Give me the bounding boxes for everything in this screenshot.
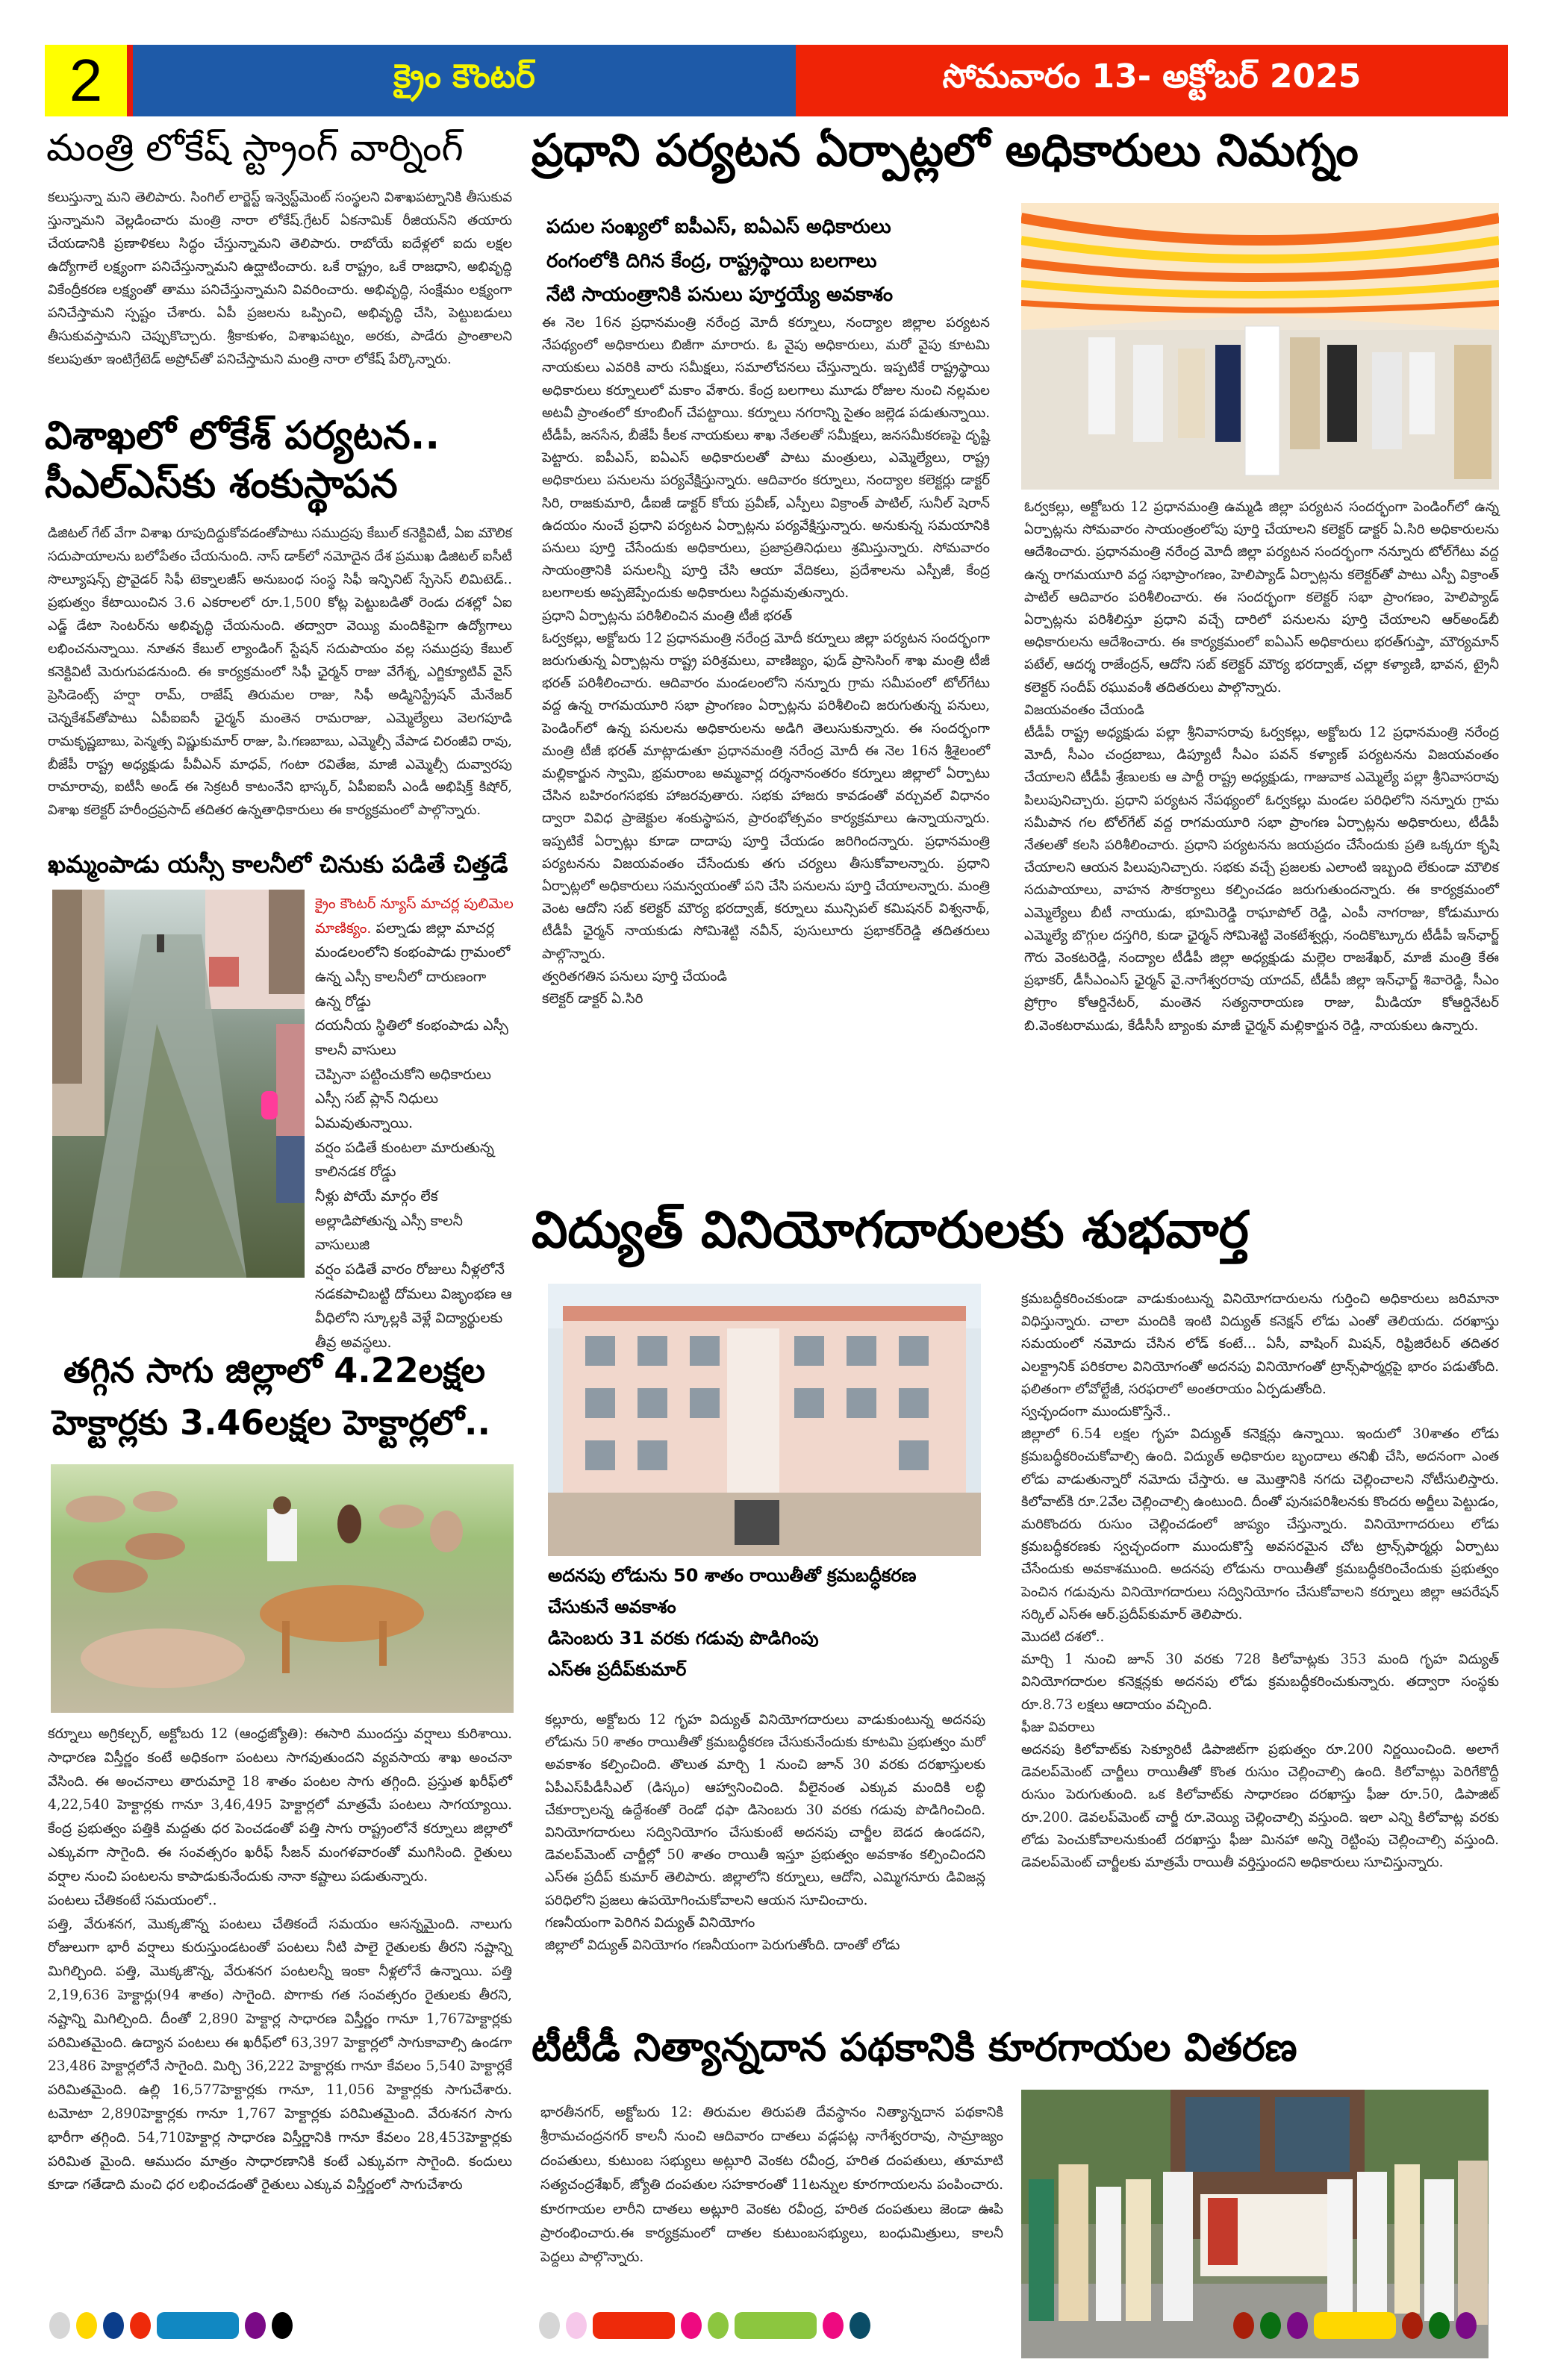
electricity-subhead: అదనపు లోడును 50 శాతం రాయితీతో క్రమబద్ధీకరణ చేసుకునే అవకాశం	[548, 1565, 917, 1617]
visakha-headline-2: సీఎల్ఎస్‌కు శంకుస్థాపన	[45, 462, 398, 507]
pm-visit-body-right	[1024, 496, 1499, 1037]
cultivation-body	[48, 1722, 512, 2197]
color-swatch	[1402, 2312, 1423, 2339]
color-swatch	[1456, 2312, 1477, 2339]
electricity-body-right	[1021, 1288, 1499, 1874]
flooded-street-illustration	[52, 890, 305, 1278]
khammampadu-line: పల్నాడు జిల్లా మాచర్ల మండలంలోని కంభంపాడు గ్రామంలో ఉన్న ఎస్సీ కాలనీలో దారుణంగా ఉన్న రోడ్డు	[315, 919, 511, 1010]
electricity-section-title: ఫీజు వివరాలు	[1021, 1719, 1095, 1735]
color-registration-middle	[539, 2312, 870, 2339]
tent-inspection-illustration	[1021, 203, 1499, 490]
ttd-body: భారతీనగర్, అక్టోబరు 12: తిరుమల తిరుపతి దేవస్థానం నిత్యాన్నదాన పథకానికి శ్రీరామచంద్రనగర్ కాలనీ నుంచి ఆదివారం దాతలు వడ్లపట్ల నాగేశ్వరరావు, సామ్రాజ్యం దంపతులు, కుటుంబ సభ్యులు అట్లూరి వెంకట రవీంద్ర, హరిత దంపతులు, తూమాటి సత్యచంద్రశేఖర్, జ్యోతి దంపతుల సహకారంతో 11టన్నుల కూరగాయలను పంపించారు. కూరగాయల లారీని దాతలు అట్లూరి వెంకట రవీంద్ర, హరిత దంపతులు జెండా ఊపి ప్రారంభించారు.ఈ కార్యక్రమంలో దాతల కుటుంబసభ్యులు, బంధుమిత్రులు, కాలనీ పెద్దలు పాల్గొన్నారు.	[540, 2105, 1003, 2266]
khammampadu-line: వర్షం పడితే వారం రోజులు నీళ్లలోనే నడకపాచిబట్టి దోమలు విజృంభణ ఆ వీధిలోని స్కూల్లకి వెళ్లే విద్యార్థులకు తీవ్ర అవస్థలు.	[315, 1261, 512, 1352]
electricity-section-title: గణనీయంగా పెరిగిన విద్యుత్ వినియోగం	[545, 1914, 755, 1931]
khammampadu-line: వర్షం పడితే కుంటలా మారుతున్న కాలినడక రోడ్డు	[315, 1139, 494, 1181]
flooded-street-photo	[52, 890, 305, 1278]
pm-visit-para: ఓర్వకల్లు, అక్టోబరు 12 ప్రధానమంత్రి నరేంద్ర మోదీ కర్నూలు జిల్లా పర్యటన సందర్భంగా జరుగుతున్న ఏర్పాట్లను రాష్ట్ర పరిశ్రమలు, వాణిజ్యం, ఫుడ్ ప్రాసెసింగ్ శాఖ మంత్రి టీజీ భరత్ పరిశీలించారు. ఆదివారం మండలంలోని నన్నూరు గ్రామ సమీపంలో టోల్‌గేటు వద్ద ఉన్న రాగమయూరి సభా ప్రాంగణం ఏర్పాట్లను పరిశీలించి జరుగుతున్న పనులు, పెండింగ్‌లో ఉన్న పనులను అధికారులను అడిగి తెలుసుకున్నారు. ఈ సందర్భంగా మంత్రి టీజీ భరత్ మాట్లాడుతూ ప్రధానమంత్రి నరేంద్ర మోదీ ఈ నెల 16న శ్రీశైలంలో మల్లికార్జున స్వామి, భ్రమరాంబ అమ్మవార్ల దర్శనానంతరం కర్నూలు జిల్లాలో ఏర్పాటు చేసిన బహిరంగసభకు హాజరవుతారు. సభకు హాజరు కావడంతో వర్చువల్ విధానం ద్వారా వివిధ ప్రాజెక్టుల శంకుస్థాపన, ప్రారంభోత్సవం కార్యక్రమాలు ఉన్నాయన్నారు. ఇప్పటికే ఏర్పాట్లు కూడా దాదాపు పూర్తి చేయడం జరిగిందన్నారు. ప్రధానమంత్రి పర్యటనను విజయవంతం చేసేందుకు తగు చర్యలు తీసుకోవాలన్నారు. ప్రధాని ఏర్పాట్లలో అధికారులు సమన్వయంతో పని చేసి పనులను పూర్తి చేయాలన్నారు. మంత్రి వెంట ఆదోని సబ్ కలెక్టర్ మౌర్య భరద్వాజ్, కర్నూలు మున్సిపల్ కమిషనర్ విశ్వనాథ్, టీడీపీ ఛైర్మన్ నాయకుడు సోమిశెట్టి నవీన్, పుసులూరు ప్రభాకర్‌రెడ్డి తదితరులు పాల్గొన్నారు.	[542, 630, 990, 962]
pm-visit-subhead: నేటి సాయంత్రానికి పనులు పూర్తయ్యే అవకాశం	[546, 284, 894, 306]
pm-visit-section-title: విజయవంతం చేయండి	[1024, 702, 1144, 718]
khammampadu-line: దయనీయ స్థితిలో కంభంపాడు ఎస్సీ కాలనీ వాసులు	[315, 1017, 508, 1059]
cultivation-subhead: పంటలు చేతికంటే సమయంలో..	[48, 1892, 217, 1908]
goats-field-photo	[51, 1464, 514, 1713]
pm-visit-para: టీడీపీ రాష్ట్ర అధ్యక్షుడు పల్లా శ్రీనివాసరావు ఓర్వకల్లు, అక్టోబరు 12 ప్రధానమంత్రి నరేంద్ర మోదీ, సీఎం చంద్రబాబు, డిప్యూటీ సీఎం పవన్ కళ్యాణ్ పర్యటనను విజయవంతం చేయాలని టీడీపీ శ్రేణులకు ఆ పార్టీ రాష్ట్ర అధ్యక్షుడు, గాజువాక ఎమ్మెల్యే పల్లా శ్రీనివాసరావు పిలుపునిచ్చారు. ప్రధాని పర్యటన నేపథ్యంలో ఓర్వకల్లు మండల పరిధిలోని నన్నూరు గ్రామ సమీపాన గల టోల్‌గేట్ వద్ద రాగమయూరి సభా ప్రాంగణ ఏర్పాట్లను అధికారులు, టీడీపీ నేతలతో కలసి పరిశీలించారు. ప్రధాని పర్యటనను జయప్రదం చేసేందుకు ప్రతి ఒక్కరూ కృషి చేయాలని ఆయన పిలుపునిచ్చారు. సభకు వచ్చే ప్రజలకు ఎలాంటి ఇబ్బంది లేకుండా మౌలిక సదుపాయాలు, వాహన సౌకర్యాలు కల్పించడం జరుగుతుందన్నారు. ఈ కార్యక్రమంలో ఎమ్మెల్యేలు బీటీ నాయుడు, భూమిరెడ్డి రాఘాపోల్ రెడ్డి, ఎంపీ నాగరాజు, కోడుమూరు ఎమ్మెల్యే బొగ్గుల దస్తగిరి, కుడా ఛైర్మన్ సోమిశెట్టి వెంకటేశ్వర్లు, నందికొట్కూరు టీడీపీ ఇన్‌ఛార్జ్ గౌరు వెంకటరెడ్డి, నంద్యాల టీడీపీ జిల్లా అధ్యక్షుడు మల్లెల రాజశేఖర్, మాజీ మంత్రి కేఈ ప్రభాకర్, డీసీఎంఎస్ ఛైర్మన్ వై.నాగేశ్వరరావు యాదవ్, టీడీపీ జిల్లా ఇన్‌ఛార్జ్ శివారెడ్డి, సీఎం ప్రోగ్రాం కోఆర్డినేటర్, మంతెన సత్యనారాయణ రాజు, మీడియా కోఆర్డినేటర్ బి.వెంకటరాముడు, కేడీసీసీ బ్యాంకు మాజీ ఛైర్మన్ మల్లికార్జున రెడ్డి, నాయకులు ఉన్నారు.	[1024, 725, 1499, 1034]
office-building-illustration	[548, 1284, 981, 1556]
cultivation-para-2: పత్తి, వేరుశనగ, మొక్కజొన్న పంటలు చేతికందే సమయం ఆసన్నమైంది. నాలుగు రోజులుగా భారీ వర్షాలు కురుస్తుండటంతో పంటలు నీటి పాలై రైతులకు తీరని నష్టాన్ని మిగిల్చింది. పత్తి, మొక్కజొన్న, వేరుశనగ పంటలన్నీ ఇంకా నీళ్లలోనే ఉన్నాయి. పత్తి 2,19,636 హెక్టార్లు(94 శాతం) సాగైంది. పొగాకు గత సంవత్సరం రైతులకు తీరని, నష్టాన్ని మిగిల్చింది. దీంతో 2,890 హెక్టార్ల సాధారణ విస్తీర్ణం గానూ 1,767హెక్టార్లకు పరిమితమైంది. ఉద్యాన పంటలు ఈ ఖరీఫ్‌లో 63,397 హెక్టార్లలో సాగుకావాల్సి ఉండగా 23,486 హెక్టార్లలోనే సాగైంది. మిర్చి 36,222 హెక్టార్లకు గానూ కేవలం 5,540 హెక్టార్లకే పరిమితమైంది. ఉల్లి 16,577హెక్టార్లకు గానూ, 11,056 హెక్టార్లకు సాగుచేశారు. టమోటా 2,890హెక్టార్లకు గానూ 1,767 హెక్టార్లకు పరిమితమైంది. వేరుశనగ సాగు భారీగా తగ్గింది. 54,710హెక్టార్ల సాధారణ విస్తీర్ణానికి గానూ కేవలం 28,453హెక్టార్లకు పరిమిత మైంది. ఆముదం మాత్రం సాధారణానికి కంటే ఎక్కువగా సాగైంది. కందులు కూడా గతేడాది మంచి ధర లభించడంతో రైతులు ఎక్కువ విస్తీర్ణంలో సాగుచేశారు	[48, 1916, 512, 2193]
electricity-para: క్రమబద్ధీకరించకుండా వాడుకుంటున్న వినియోగదారులను గుర్తించి అధికారులు జరిమానా విధిస్తున్నారు. చాలా మందికి ఇంటి విద్యుత్ కనెక్షన్ లోడు ఎంతో తెలియదు. దరఖాస్తు సమయంలో నమోదు చేసిన లోడ్ కంటే... ఏసీ, వాషింగ్ మిషన్, రిఫ్రిజిరేటర్ తదితర ఎలక్ట్రానిక్ పరికరాల వినియోగంతో అదనపు వినియోగంతో ట్రాన్స్‌ఫార్మర్లపై భారం పడుతోంది. ఫలితంగా లోవోల్టేజీ, సరఫరాలో అంతరాయం ఏర్పడుతోంది.	[1021, 1291, 1499, 1397]
color-swatch	[681, 2312, 702, 2339]
color-swatch	[76, 2312, 97, 2339]
paper-name: క్రైం కౌంటర్	[133, 45, 796, 116]
color-swatch	[823, 2312, 844, 2339]
khammampadu-headline: ఖమ్మంపాడు యస్సీ కాలనీలో చినుకు పడితే చిత్తడే	[48, 850, 508, 878]
color-swatch	[272, 2312, 293, 2339]
electricity-headline: విద్యుత్ వినియోగదారులకు శుభవార్త	[532, 1201, 1249, 1260]
color-swatch	[735, 2312, 817, 2339]
color-registration-left	[49, 2312, 293, 2339]
color-swatch	[157, 2312, 239, 2339]
electricity-para: జిల్లాలో విద్యుత్ వినియోగం గణనీయంగా పెరుగుతోంది. దాంతో లోడు	[545, 1937, 900, 1954]
color-swatch	[566, 2312, 587, 2339]
color-swatch	[1287, 2312, 1308, 2339]
visakha-body: డిజిటల్ గేట్ వేగా విశాఖ రూపుదిద్దుకోవడంతోపాటు సముద్రపు కేబుల్ కనెక్టివిటీ, ఏఐ మౌలిక సదుపాయాలను బలోపేతం చేయనుంది. నాస్ డాక్‌లో నమోదైన దేశ ప్రముఖ డిజిటల్ ఐసీటీ సొల్యూషన్స్ ప్రొవైడర్ సిఫీ టెక్నాలజీస్ అనుబంధ సంస్థ సిఫీ ఇన్ఫినిట్ స్పేసెస్ లిమిటెడ్.. ప్రభుత్వం కేటాయించిన 3.6 ఎకరాలలో రూ.1,500 కోట్ల పెట్టుబడితో రెండు దశల్లో ఏఐ ఎడ్జ్ డేటా సెంటర్‌ను అభివృద్ధి చేయనుంది. తద్వారా వెయ్యి మందికిపైగా ఉద్యోగాలు లభించనున్నాయి. నూతన కేబుల్ ల్యాండింగ్ స్టేషన్ సదుపాయం వల్ల సముద్రపు కేబుల్ కనెక్టివిటీ మెరుగుపడనుంది. ఈ కార్యక్రమంలో సిఫీ ఛైర్మన్ రాజు వేగేశ్న, ఎగ్జిక్యూటివ్ వైస్ ప్రెసిడెంట్స్ హర్షా రామ్, రాజేష్ తిరుమల రాజు, సిఫీ అడ్మినిస్ట్రేషన్ మేనేజర్ చెన్నకేశవ్‌తోపాటు ఏపీఐఐసీ ఛైర్మన్ మంతెన రామరాజు, ఎమ్మెల్యేలు వెలగపూడి రామకృష్ణబాబు, పెన్మత్స విష్ణుకుమార్ రాజు, పి.గణబాబు, ఎమ్మెల్సీ వేపాడ చిరంజీవి రావు, బీజేపీ రాష్ట్ర అధ్యక్షుడు పీవీఎన్ మాధవ్, గంటా రవితేజ, మాజీ ఎమ్మెల్సీ దువ్వారపు రామారావు, ఐటీసీ అండ్ ఈ సెక్రటరీ కాటంనేని భాస్కర్, ఏపీఐఐసీ ఎండీ అభిషిక్త్ కిషోర్, విశాఖ కలెక్టర్ హరీంద్రప్రసాద్ తదితర ఉన్నతాధికారులు ఈ కార్యక్రమంలో పాల్గొన్నారు.	[48, 525, 512, 819]
electricity-subhead: ఎస్ఈ ప్రదీప్‌కుమార్	[548, 1659, 687, 1680]
visakha-headline-1: విశాఖలో లోకేశ్ పర్యటన..	[45, 413, 440, 458]
pm-visit-body-left	[542, 312, 990, 1011]
electricity-section-title: స్వచ్ఛందంగా ముందుకొస్తేనే..	[1021, 1404, 1171, 1420]
pm-visit-para: ఓర్వకల్లు, అక్టోబరు 12 ప్రధానమంత్రి ఉమ్మడి జిల్లా పర్యటన సందర్భంగా పెండింగ్‌లో ఉన్న ఏర్పాట్లను సోమవారం సాయంత్రంలోపు పూర్తి చేయాలని కలెక్టర్ డాక్టర్ ఏ.సిరి అధికారులను ఆదేశించారు. ప్రధానమంత్రి నరేంద్ర మోదీ జిల్లా పర్యటన సందర్భంగా నన్నూరు టోల్‌గేటు వద్ద ఉన్న రాగమయూరి వద్ద సభాప్రాంగణం, హెలిప్యాడ్ ఏర్పాట్లను కలెక్టర్‌తో పాటు ఎస్పీ విక్రాంత్ పాటిల్ ఆదివారం పరిశీలించారు. ఈ సందర్భంగా కలెక్టర్ సభా ప్రాంగణం, హెలిప్యాడ్ ఏర్పాట్లను పరిశీలిస్తూ ప్రధాని వచ్చే దారిలో పనులను పూర్తి చేయాలని ఆర్అండ్‌బీ అధికారులను ఆదేశించారు. ఈ కార్యక్రమంలో ఐఏఎస్ అధికారులు భరత్‌గుప్తా, మౌర్యమాన్ పటేల్, ఆదర్శ రాజేంద్రన్, ఆదోని సబ్ కలెక్టర్ మౌర్య భరద్వాజ్, చల్లా కళ్యాణి, భావన, ట్రైనీ కలెక్టర్ సందీప్ రఘువంశీ తదితరులు పాల్గొన్నారు.	[1024, 499, 1499, 696]
pm-visit-headline: ప్రధాని పర్యటన ఏర్పాట్లలో అధికారులు నిమగ్నం	[532, 125, 1359, 177]
khammampadu-line: చెప్పినా పట్టించుకోని అధికారులు	[315, 1066, 491, 1083]
color-swatch	[130, 2312, 151, 2339]
pm-visit-subhead: రంగంలోకి దిగిన కేంద్ర, రాష్ట్రస్థాయి బలగాలు	[546, 249, 877, 272]
electricity-subhead: డిసెంబరు 31 వరకు గడువు పొడిగింపు	[548, 1628, 819, 1649]
color-swatch	[1260, 2312, 1281, 2339]
color-swatch	[850, 2312, 870, 2339]
pm-visit-para: ఈ నెల 16న ప్రధానమంత్రి నరేంద్ర మోదీ కర్నూలు, నంద్యాల జిల్లాల పర్యటన నేపథ్యంలో అధికారులు బిజీగా మారారు. ఓ వైపు అధికారులు, మరో వైపు కూటమి నాయకులు ఎవరికి వారు సమీక్షలు, సమాలోచనలు చేస్తున్నారు. ఇప్పటికే రాష్ట్రస్థాయి అధికారులు కర్నూలులో మకాం వేశారు. కేంద్ర బలగాలు మూడు రోజుల నుంచి నల్లమల అటవీ ప్రాంతంలో కూంబింగ్ చేపట్టాయి. కర్నూలు నగరాన్ని సైతం జల్లెడ పడుతున్నాయి. టీడీపీ, జనసేన, బీజేపీ కీలక నాయకులు శాఖ నేతలతో సమీక్షలు, జనసమీకరణపై దృష్టి పెట్టారు. ఐపీఎస్, ఐఏఎస్ అధికారులతో పాటు మంత్రులు, ఎమ్మెల్యేలు, రాష్ట్ర అధికారులు పనులను పర్యవేక్షిస్తున్నారు. ఆదివారం కర్నూలు, నంద్యాల కలెక్టర్లు డాక్టర్ సిరి, రాజకుమారి, డీఐజీ డాక్టర్ కోయ ప్రవీణ్, ఎస్పీలు విక్రాంత్ పాటిల్, సునీల్ షెరాన్ ఉదయం నుంచే ప్రధాని పర్యటన ఏర్పాట్లను పర్యవేక్షిస్తున్నారు. అనుకున్న సమయానికి పనులు పూర్తి చేసేందుకు అధికారులు, ప్రజాప్రతినిధులు శ్రమిస్తున్నారు. సోమవారం సాయంత్రానికి పనులన్నీ పూర్తి చేసి ఆయా వేదికలు, ప్రదేశాలను ఎస్పీజీ, కేంద్ర బలగాలకు అప్పజెప్పేందుకు అధికారులు సిద్ధమవుతున్నారు.	[542, 315, 990, 602]
electricity-body-left	[545, 1709, 985, 1957]
goats-field-illustration	[51, 1464, 514, 1713]
pm-visit-section-title: ప్రధాని ఏర్పాట్లను పరిశీలించిన మంత్రి టీజీ భరత్	[542, 608, 793, 624]
color-swatch	[1233, 2312, 1254, 2339]
color-swatch	[1429, 2312, 1450, 2339]
khammampadu-line: ఎస్సీ సబ్ ప్లాన్ నిధులు ఏమవుతున్నాయి.	[315, 1090, 439, 1132]
lokesh-warning-headline: మంత్రి లోకేష్ స్ట్రాంగ్ వార్నింగ్	[46, 126, 464, 169]
lokesh-warning-body: కలుస్తున్నా మని తెలిపారు. సింగిల్ లార్జెస్ట్ ఇన్వెస్ట్‌మెంట్ సంస్థలని విశాఖపట్నానికి తీసుకువ స్తున్నామని వెల్లడించారు మంత్రి నారా లోకేష్.గ్రేటర్ ఏకనామిక్ రీజియన్‌ని తయారు చేయడానికి ప్రణాళికలు సిద్ధం చేస్తున్నామని తెలిపారు. రాబోయే ఐదేళ్లలో ఐదు లక్షల ఉద్యోగాలే లక్ష్యంగా పనిచేస్తున్నామని ఉద్ఘాటించారు. ఒకే రాష్ట్రం, ఒకే రాజధాని, అభివృద్ధి వికేంద్రీకరణ లక్ష్యంతో తాము పనిచేస్తున్నామని వివరించారు. అభివృద్ధి, సంక్షేమం లక్ష్యంగా పనిచేస్తామని స్పష్టం చేశారు. ఏపీ ప్రజలను ఒప్పించి, అభివృద్ధి చేసి, పెట్టుబడులు తీసుకువస్తామని చెప్పుకొచ్చారు. శ్రీకాకుళం, విశాఖపట్నం, అరకు, పాడేరు ప్రాంతాలని కలుపుతూ ఇంటిగ్రేటెడ్ అప్రోచ్‌తో పనిచేస్తామని మంత్రి నారా లోకేష్ పేర్కొన్నారు.	[48, 190, 512, 367]
khammampadu-byline: క్రైం కౌంటర్ న్యూస్ మాచర్ల పులిమెల మాణిక్యం.	[315, 896, 514, 937]
color-swatch	[539, 2312, 560, 2339]
cultivation-para-1: కర్నూలు అగ్రికల్చర్, అక్టోబరు 12 (ఆంధ్రజ్యోతి): ఈసారి ముందస్తు వర్షాలు కురిశాయి. సాధారణ విస్తీర్ణం కంటే అధికంగా పంటలు సాగవుతుందని వ్యవసాయ శాఖ అంచనా వేసింది. ఈ అంచనాలు తారుమారై 18 శాతం పంటల సాగు తగ్గింది. ప్రస్తుత ఖరీఫ్‌లో 4,22,540 హెక్టార్లకు గానూ 3,46,495 హెక్టార్లలో మాత్రమే పంటలు సాగయ్యాయి. కేంద్ర ప్రభుత్వం పత్తికి మద్దతు ధర పెంచడంతో పత్తి సాగు రాష్ట్రంలోనే కర్నూలు జిల్లాలో ఎక్కువగా సాగైంది. ఈ సంవత్సరం ఖరీఫ్ సీజన్ మంగళవారంతో ముగిసింది. రైతులు వర్షాల నుంచి పంటలను కాపాడుకునేందుకు నానా కష్టాలు పడుతున్నారు.	[48, 1726, 512, 1884]
pm-visit-subhead: పదుల సంఖ్యలో ఐపీఎస్, ఐఏఎస్ అధికారులు	[546, 216, 891, 238]
electricity-subheads	[548, 1560, 981, 1685]
electricity-para: అదనపు కిలోవాట్‌కు సెక్యూరిటీ డిపాజిట్‌గా ప్రభుత్వం రూ.200 నిర్ణయించింది. అలాగే డెవలప్‌మెంట్ చార్జీలు రాయితీతో కొంత రుసుం చెల్లించాల్సి ఉంది. కిలోవాట్లు పెరిగేకొద్దీ రుసుం పెరుగుతుంది. ఒక కిలోవాట్‌కు సాధారణం దరఖాస్తు ఫీజు రూ.50, డిపాజిట్ రూ.200. డెవలప్‌మెంట్ చార్జీ రూ.వెయ్యి చెల్లించాల్సి వస్తుంది. ఇలా ఎన్ని కిలోవాట్ల వరకు లోడు పెంచుకోవాలనుకుంటే దరఖాస్తు ఫీజు మినహా అన్ని రెట్టింపు చెల్లించాల్సి వస్తుంది. డెవలప్‌మెంట్ చార్జీలకు మాత్రమే రాయితీ వర్తిస్తుందని అధికారులు సూచిస్తున్నారు.	[1021, 1742, 1499, 1871]
electricity-para: మార్చి 1 నుంచి జూన్ 30 వరకు 728 కిలోవాట్లకు 353 మంది గృహ విద్యుత్ వినియోగదారుల కనెక్షన్లకు అదనపు లోడు క్రమబద్ధీకరించుకున్నారు. తద్వారా సంస్థకు రూ.8.73 లక్షలు ఆదాయం వచ్చింది.	[1021, 1652, 1499, 1713]
khammampadu-body	[315, 892, 514, 1355]
pm-visit-para: కలెక్టర్ డాక్టర్ ఏ.సిరి	[542, 991, 643, 1008]
cultivation-headline-1: తగ్గిన సాగు జిల్లాలో 4.22లక్షల	[63, 1350, 485, 1390]
color-registration-right	[1233, 2312, 1477, 2339]
electricity-section-title: మొదటి దశలో..	[1021, 1629, 1105, 1646]
electricity-para: కల్లూరు, అక్టోబరు 12 గృహ విద్యుత్ వినియోగదారులు వాడుకుంటున్న అదనపు లోడును 50 శాతం రాయితీతో క్రమబద్ధీకరణ చేసుకునేందుకు కూటమి ప్రభుత్వం మరో అవకాశం కల్పించింది. తొలుత మార్చి 1 నుంచి జూన్ 30 వరకు దరఖాస్తులకు ఏపీఎస్‌పీడీసీఎల్ (డిస్కం) ఆహ్వానించింది. వీలైనంత ఎక్కువ మందికి లబ్ధి చేకూర్చాలన్న ఉద్దేశంతో రెండో ధఫా డిసెంబరు 30 వరకు గడువు పొడిగించింది. వినియోగదారులు సద్వినియోగం చేసుకుంటే అదనపు చార్జీల బెడద ఉండదని, డెవలప్‌మెంట్ చార్జీల్లో 50 శాతం రాయితీ ఇస్తూ ప్రభుత్వం అవకాశం కల్పించిందని ఎస్ఈ ప్రదీప్ కుమార్ తెలిపారు. జిల్లాలోని కర్నూలు, ఆదోని, ఎమ్మిగనూరు డివిజన్ల పరిధిలోని ప్రజలు ఉపయోగించుకోవాలని ఆయన సూచించారు.	[545, 1712, 985, 1908]
masthead	[45, 45, 1508, 116]
electricity-para: జిల్లాలో 6.54 లక్షల గృహ విద్యుత్ కనెక్షన్లు ఉన్నాయి. ఇందులో 30శాతం లోడు క్రమబద్ధీకరించుకోవాల్సి ఉంది. విద్యుత్ అధికారుల బృందాలు తనిఖీ చేసి, అదనంగా ఎంత లోడు వాడుతున్నారో నమోదు చేస్తారు. ఆ మొత్తానికి నగదు చెల్లించాలని నోటీసులిస్తారు. కిలోవాట్‌కి రూ.2వేల చెల్లించాల్సి ఉంటుంది. దీంతో పునఃపరిశీలనకు కొందరు అర్జీలు పెట్టుడం, మరికొందరు రుసుం చెల్లించడంలో జాప్యం చేస్తున్నారు. వినియోగాదరులు లోడు క్రమబద్ధీకరణకు స్వచ్ఛందంగా ముందుకొస్తే అవసరమైన చోట ట్రాన్స్‌ఫార్మర్లు ఏర్పాటు చేసేందుకు అవకాశముంది. అదనపు లోడును రాయితీతో క్రమబద్ధీకరించేందుకు ప్రభుత్వం పెంచిన గడువును వినియోగదారులు సద్వినియోగం చేసుకోవాలని కర్నూలు జిల్లా ఆపరేషన్ సర్కిల్ ఎస్ఈ ఆర్.ప్రదీప్‌కుమార్ తెలిపారు.	[1021, 1426, 1499, 1622]
color-swatch	[49, 2312, 70, 2339]
electricity-office-photo	[548, 1284, 981, 1556]
cultivation-headline-2: హెక్టార్లకు 3.46లక్షల హెక్టార్లలో..	[52, 1402, 490, 1443]
color-swatch	[593, 2312, 675, 2339]
pm-visit-section-title: త్వరితగతిన పనులు పూర్తి చేయండి	[542, 968, 727, 984]
color-swatch	[1314, 2312, 1396, 2339]
pm-visit-tent-photo	[1021, 203, 1499, 490]
issue-date: సోమవారం 13- అక్టోబర్ 2025	[796, 45, 1508, 116]
color-swatch	[708, 2312, 729, 2339]
pm-visit-subheads	[546, 210, 979, 313]
color-swatch	[245, 2312, 266, 2339]
color-swatch	[103, 2312, 124, 2339]
page-number: 2	[45, 45, 133, 116]
ttd-headline: టీటీడీ నిత్యాన్నదాన పథకానికి కూరగాయల వితరణ	[532, 2026, 1297, 2070]
khammampadu-line: నీళ్లు పోయే మార్గం లేక అల్లాడిపోతున్న ఎస్సీ కాలనీ వాసులుజి	[315, 1188, 463, 1254]
